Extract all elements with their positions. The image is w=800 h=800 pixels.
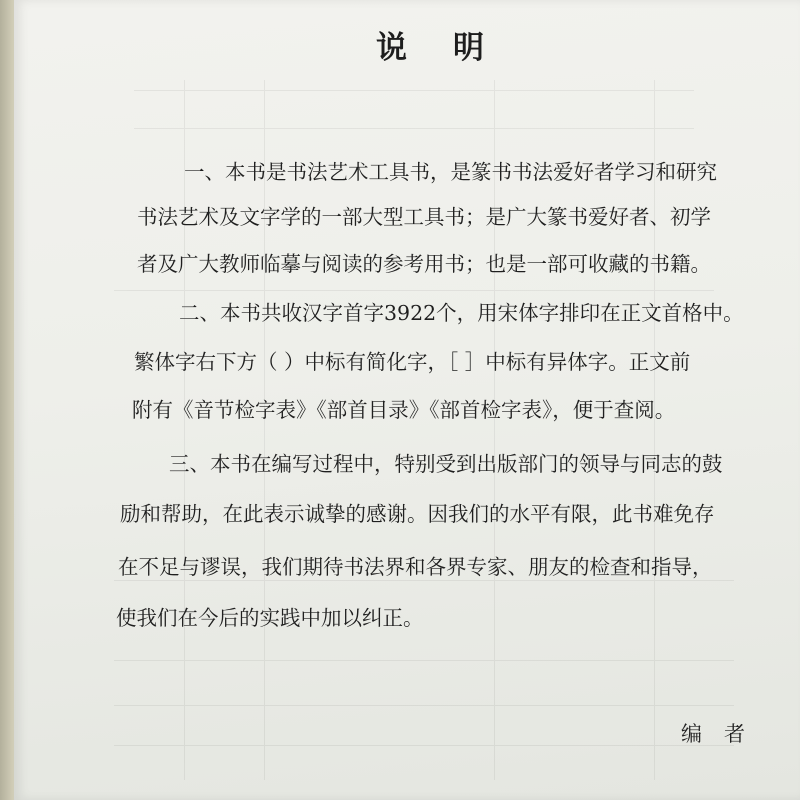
text-line: 二、本书共收汉字首字3922个，用宋体字排印在正文首格中。 (179, 301, 744, 325)
text-line: 附有《音节检字表》《部首目录》《部首检字表》，便于查阅。 (132, 398, 676, 422)
text-line: 励和帮助，在此表示诚挚的感谢。因我们的水平有限，此书难免存 (120, 502, 715, 526)
text-line: 使我们在今后的实践中加以纠正。 (116, 606, 424, 630)
text-line: 三、本书在编写过程中，特别受到出版部门的领导与同志的鼓 (169, 452, 723, 476)
title-char-right: 明 (453, 30, 484, 66)
page-title (0, 22, 800, 67)
text-line: 繁体字右下方（ ）中标有简化字，［ ］中标有异体字。正文前 (134, 350, 691, 374)
text-line: 在不足与谬误，我们期待书法界和各界专家、朋友的检查和指导， (118, 555, 713, 579)
text-line: 者及广大教师临摹与阅读的参考用书；也是一部可收藏的书籍。 (137, 252, 711, 276)
author-signature: 编者 (681, 722, 767, 746)
text-line: 书法艺术及文字学的一部大型工具书；是广大篆书爱好者、初学 (137, 205, 711, 229)
title-char-left: 说 (376, 30, 407, 66)
text-line: 一、本书是书法艺术工具书，是篆书书法爱好者学习和研究 (184, 160, 717, 184)
